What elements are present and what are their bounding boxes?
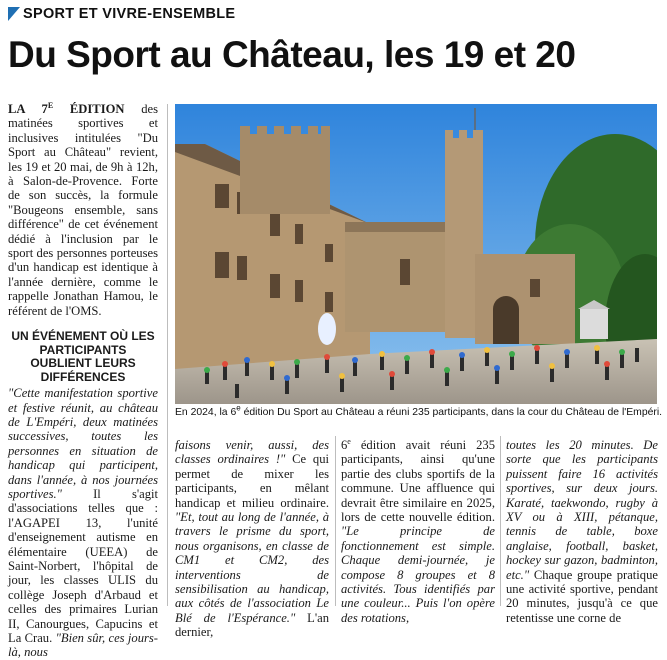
- body-text-2: L'an dernier,: [175, 610, 329, 640]
- lead-text: des matinées sportives et inclusives intitulées "Du Sport au Château" revient, les 19 et 20 mai, de 9h à 12h, à Salon-de-Provence. Forte de son succès, la formule "Bougeons ensemble, sans différence" de cet événement dédié à l'inclusion par le sport des personnes porteuses d'un handicap est identique à l'année dernière, comme le rappelle Jonathan Hamou, le référent de l'OMS.: [8, 102, 158, 318]
- article-column-2: [175, 438, 329, 640]
- body-text: Ce qui permet de mixer les participants, en mêlant handicap et milieu ordinaire.: [175, 452, 329, 510]
- body-text: 6e édition avait réuni 235 participants, ainsi qu'une partie des clubs sportifs de la commune. Une affluence qui devrait être similaire en 2025, lors de cette nouvelle édition.: [341, 436, 495, 525]
- section-rubric: [8, 4, 235, 24]
- chateau-courtyard-image: [175, 104, 657, 404]
- article-column-3: [341, 438, 495, 625]
- body-text: Il s'agit d'associations telles que : l'AGAPEI 13, l'unité d'enseignement autisme en élémentaire (UEEA) de Saint-Norbert, l'hôpital de jour, les classes ULIS du collège Joseph d'Arbaud et celles des primaires Lurian II, Canourgues, Capucins et La Crau.: [8, 486, 158, 645]
- lead-in: LA $7^E$ ÉDITION: [8, 100, 125, 116]
- rubric-label: SPORT ET VIVRE-ENSEMBLE: [23, 6, 236, 22]
- quote-text-2: "Et, tout au long de l'année, à travers le prisme du sport, nous organisons, en classe de CM1 et CM2, des interventions de sensibilisation au handicap, aux côtés de l'association Le Blé de l'Espérance.": [175, 510, 329, 625]
- rubric-marker-icon: [8, 7, 20, 21]
- photo-caption: En 2024, la 6e édition Du Sport au Château a réuni 235 participants, dans la cour du Château de l'Empéri.: [175, 403, 663, 418]
- lead-paragraph: [8, 102, 158, 318]
- column-divider: [335, 436, 336, 606]
- quote-text: faisons venir, aussi, des classes ordinaires !": [175, 438, 329, 467]
- quote-text: "Cette manifestation sportive et festive réunit, au château de L'Empéri, deux matinées successives, toutes les personnes en situation de handicap qui participent, dans l'année, à nos journées sportives.": [8, 386, 158, 501]
- article-photo: [175, 104, 657, 404]
- article-column-4: [506, 438, 658, 625]
- paragraph-2: [8, 386, 158, 660]
- article-column-1: [8, 102, 158, 660]
- quote-text: "Le principe de fonctionnement est simple. Chaque demi-journée, je compose 8 groupes et 8 activités. Tous identifiés par une couleur... Puis l'on opère des rotations,: [341, 524, 495, 625]
- quote-text: toutes les 20 minutes. De sorte que les participants puissent faire 16 activités sportives, sur deux jours. Karaté, taekwondo, rugby à XV ou à XIII, pétanque, tennis de table, boxe anglaise, football, basket, hockey sur gazon, badminton, etc.": [506, 438, 658, 582]
- column-divider: [500, 436, 501, 606]
- body-text: Chaque groupe pratique une activité sportive, pendant 20 minutes, jusqu'à ce que retentisse une corne de: [506, 567, 658, 625]
- article-subheading: UN ÉVÉNEMENT OÙ LES PARTICIPANTS OUBLIENT LEURS DIFFÉRENCES: [11, 329, 155, 384]
- column-divider: [167, 104, 168, 606]
- article-headline: Du Sport au Château, les 19 et 20: [8, 34, 576, 75]
- quote-text-2: "Bien sûr, ces jours-là, nous: [8, 631, 158, 660]
